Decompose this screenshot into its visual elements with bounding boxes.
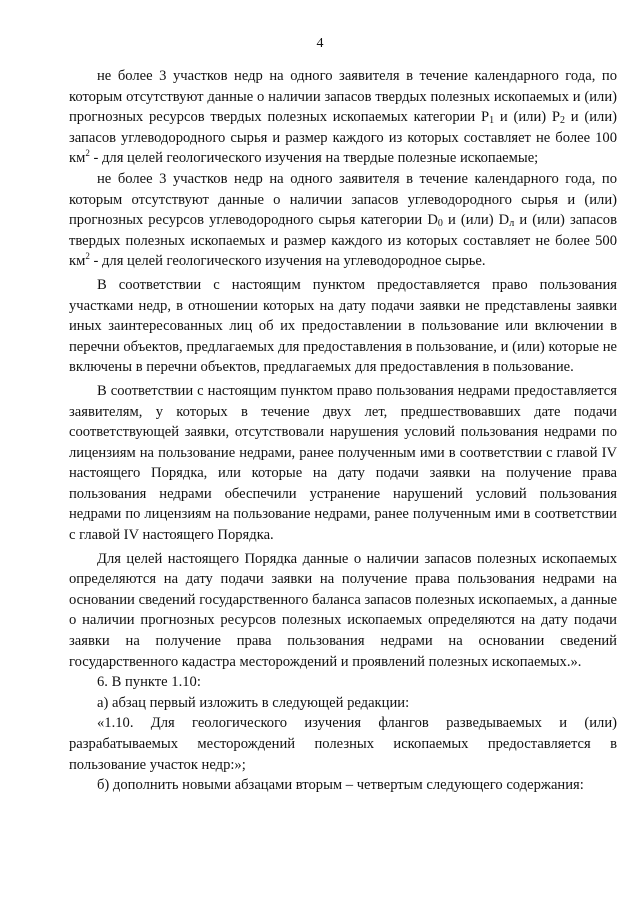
- page-number: 4: [316, 36, 324, 51]
- superscript: 2: [85, 148, 90, 159]
- subscript: 0: [437, 218, 443, 230]
- paragraph-subitem-b: б) дополнить новыми абзацами вторым – четвертым следующего содержания:: [97, 777, 584, 794]
- subscript: 1: [489, 115, 495, 127]
- text-run: и (или) Р: [494, 109, 561, 126]
- document-body: [69, 66, 617, 796]
- paragraph-new-wording-1-10: «1.10. Для геологического изучения флангов разведываемых и (или) разрабатываемых месторождений полезных ископаемых предоставляется в пользование участок недр:»;: [69, 715, 617, 773]
- text-run: - для целей геологического изучения на углеводородное сырье.: [89, 253, 486, 270]
- text-run: и (или) D: [442, 212, 510, 229]
- text-run: и (или) запасов твердых полезных ископаемых и размер каждого из которых составляет не более 500 км: [69, 212, 617, 270]
- paragraph-subitem-a: а) абзац первый изложить в следующей редакции:: [97, 694, 410, 711]
- paragraph-item-6: 6. В пункте 1.10:: [97, 674, 201, 691]
- subscript: л: [509, 218, 515, 230]
- subscript: 2: [560, 115, 566, 127]
- paragraph-right-of-use-areas: В соответствии с настоящим пунктом предоставляется право пользования участками недр, в отношении которых на дату подачи заявки не представлены заявки иных заинтересованных лиц об их предоставлении в пользование или включении в перечни объектов, предлагаемых для предоставления в пользование, и (или) которые не включены в перечни объектов, предлагаемых для предоставления в пользование.: [69, 276, 617, 376]
- paragraph-hydrocarbon-limit: [69, 169, 617, 272]
- superscript: 2: [85, 251, 90, 262]
- text-run: не более 3 участков недр на одного заявителя в течение календарного года, по которым отсутствуют данные о наличии запасов углеводородного сырья и (или) прогнозных ресурсов углеводородного сырья категории D: [69, 170, 617, 229]
- paragraph-data-determination: Для целей настоящего Порядка данные о наличии запасов полезных ископаемых определяются на дату подачи заявки на получение права пользования недрами на основании сведений государственного баланса запасов полезных ископаемых, а данные о наличии прогнозных ресурсов полезных ископаемых определяются на дату подачи заявки на получение права пользования недрами на основании сведений государственного кадастра месторождений и проявлений полезных ископаемых.».: [69, 550, 617, 670]
- paragraph-applicant-conditions: В соответствии с настоящим пунктом право пользования недрами предоставляется заявителям, у которых в течение двух лет, предшествовавших дате подачи соответствующей заявки, отсутствовали нарушения условий пользования недрами по лицензиям на пользование недрами, ранее полученным ими в соответствии с главой IV настоящего Порядка, или которые на дату подачи заявки на получение права пользования недрами обеспечили устранение нарушений условий пользования недрами по лицензиям на пользование недрами, ранее полученным ими в соответствии с главой IV настоящего Порядка.: [69, 382, 617, 544]
- text-run: и (или) запасов углеводородного сырья и размер каждого из которых составляет не более 100 км: [69, 109, 617, 167]
- text-run: не более 3 участков недр на одного заявителя в течение календарного года, по которым отсутствуют данные о наличии запасов твердых полезных ископаемых и (или) прогнозных ресурсов твердых полезных ископаемых категории Р: [69, 68, 617, 126]
- text-run: - для целей геологического изучения на твердые полезные ископаемые;: [89, 150, 539, 167]
- paragraph-solid-minerals-limit: [69, 66, 617, 169]
